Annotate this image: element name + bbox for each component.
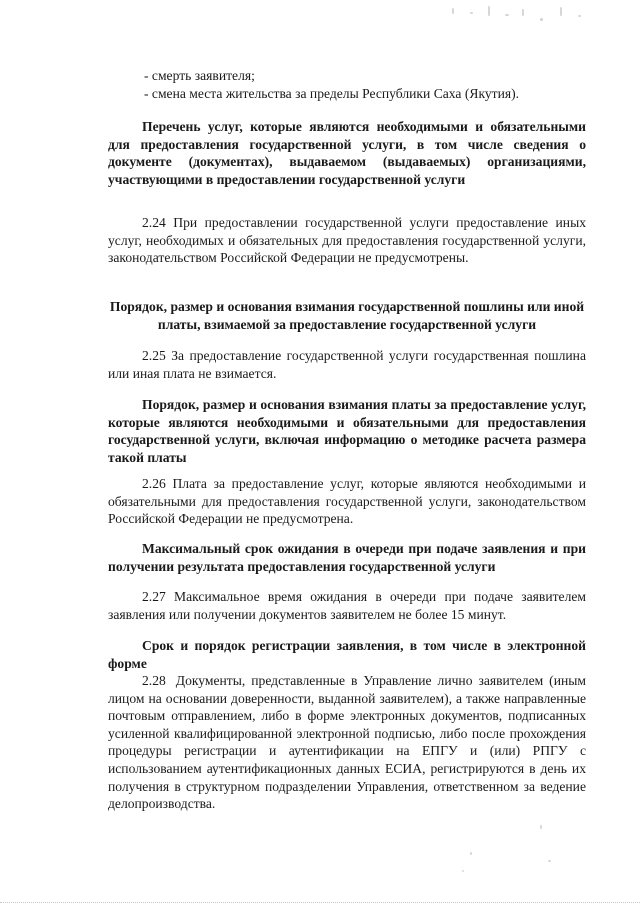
scan-artifact <box>560 7 562 16</box>
scan-artifact <box>505 14 509 16</box>
paragraph-text: 2.27 Максимальное время ожидания в очереди при подаче заявителем заявления или получении документов заявителем не более 15 минут. <box>108 589 586 622</box>
paragraph-text: 2.24 При предоставлении государственной услуги предоставление иных услуг, необходимых и обязательных для предоставления государственной услуги, законодательством Российской Федерации не предусмотрены. <box>108 215 586 266</box>
heading-text: Максимальный срок ожидания в очереди при подаче заявления и при получении результата предоставления государственной услуги <box>108 541 586 574</box>
list-item-relocation <box>144 85 594 103</box>
scan-artifact <box>522 9 524 16</box>
section-heading-queue-time <box>108 540 586 575</box>
list-item-text: - смена места жительства за пределы Республики Саха (Якутия). <box>144 86 520 101</box>
scan-artifact <box>578 15 581 17</box>
scan-artifact <box>548 860 551 862</box>
list-item-text: - смерть заявителя; <box>144 68 255 83</box>
scan-artifact <box>540 18 543 21</box>
heading-text: Порядок, размер и основания взимания платы за предоставление услуг, которые являются необходимыми и обязательными для предоставления государственной услуги, включая информацию о методике расчета размера такой платы <box>108 397 586 465</box>
paragraph-2-26 <box>108 475 586 528</box>
paragraph-2-27 <box>108 588 586 623</box>
section-heading-registration <box>108 637 586 672</box>
scan-artifact <box>470 12 473 14</box>
paragraph-2-24 <box>108 214 586 267</box>
paragraph-2-28 <box>108 672 586 813</box>
list-item-death <box>144 67 594 85</box>
scan-artifact <box>452 8 454 14</box>
paragraph-number: 2.28 <box>142 673 166 688</box>
paragraph-text: Документы, представленные в Управление лично заявителем (иным лицом на основании доверенности, выданной заявителем), а также направленные почтовым отправлением, либо в форме электронных документов, подписанных усиленной квалифицированной электронной подписью, либо после прохождения процедуры регистрации и аутентификации на ЕПГУ и (или) РПГУ с использованием аутентификационных данных ЕСИА, регистрируются в день их получения в структурном подразделении Управления, ответственном за ведение делопроизводства. <box>108 673 586 812</box>
scan-artifact <box>540 825 542 829</box>
heading-text: Порядок, размер и основания взимания государственной пошлины или иной платы, взимаемой за предоставление государственной услуги <box>109 299 585 332</box>
paragraph-text: 2.25 За предоставление государственной услуги государственная пошлина или иная плата не взимается. <box>108 348 586 381</box>
section-heading-state-fee <box>108 298 586 333</box>
heading-text: Перечень услуг, которые являются необходимыми и обязательными для предоставления государственной услуги, в том числе сведения о документе (документах), выдаваемом (выдаваемых) организациями, участвующими в предоставлении государственной услуги <box>108 119 586 187</box>
heading-text: Срок и порядок регистрации заявления, в том числе в электронной форме <box>108 638 586 671</box>
scan-artifact <box>470 852 472 855</box>
page-bottom-edge <box>0 901 640 903</box>
paragraph-text: 2.26 Плата за предоставление услуг, которые являются необходимыми и обязательными для предоставления государственной услуги, законодательством Российской Федерации не предусмотрена. <box>108 476 586 527</box>
scan-artifact <box>488 6 490 16</box>
scan-artifact <box>462 870 464 872</box>
paragraph-2-25 <box>108 347 586 382</box>
section-heading-fee-for-services <box>108 396 586 466</box>
section-heading-required-services <box>108 118 586 188</box>
